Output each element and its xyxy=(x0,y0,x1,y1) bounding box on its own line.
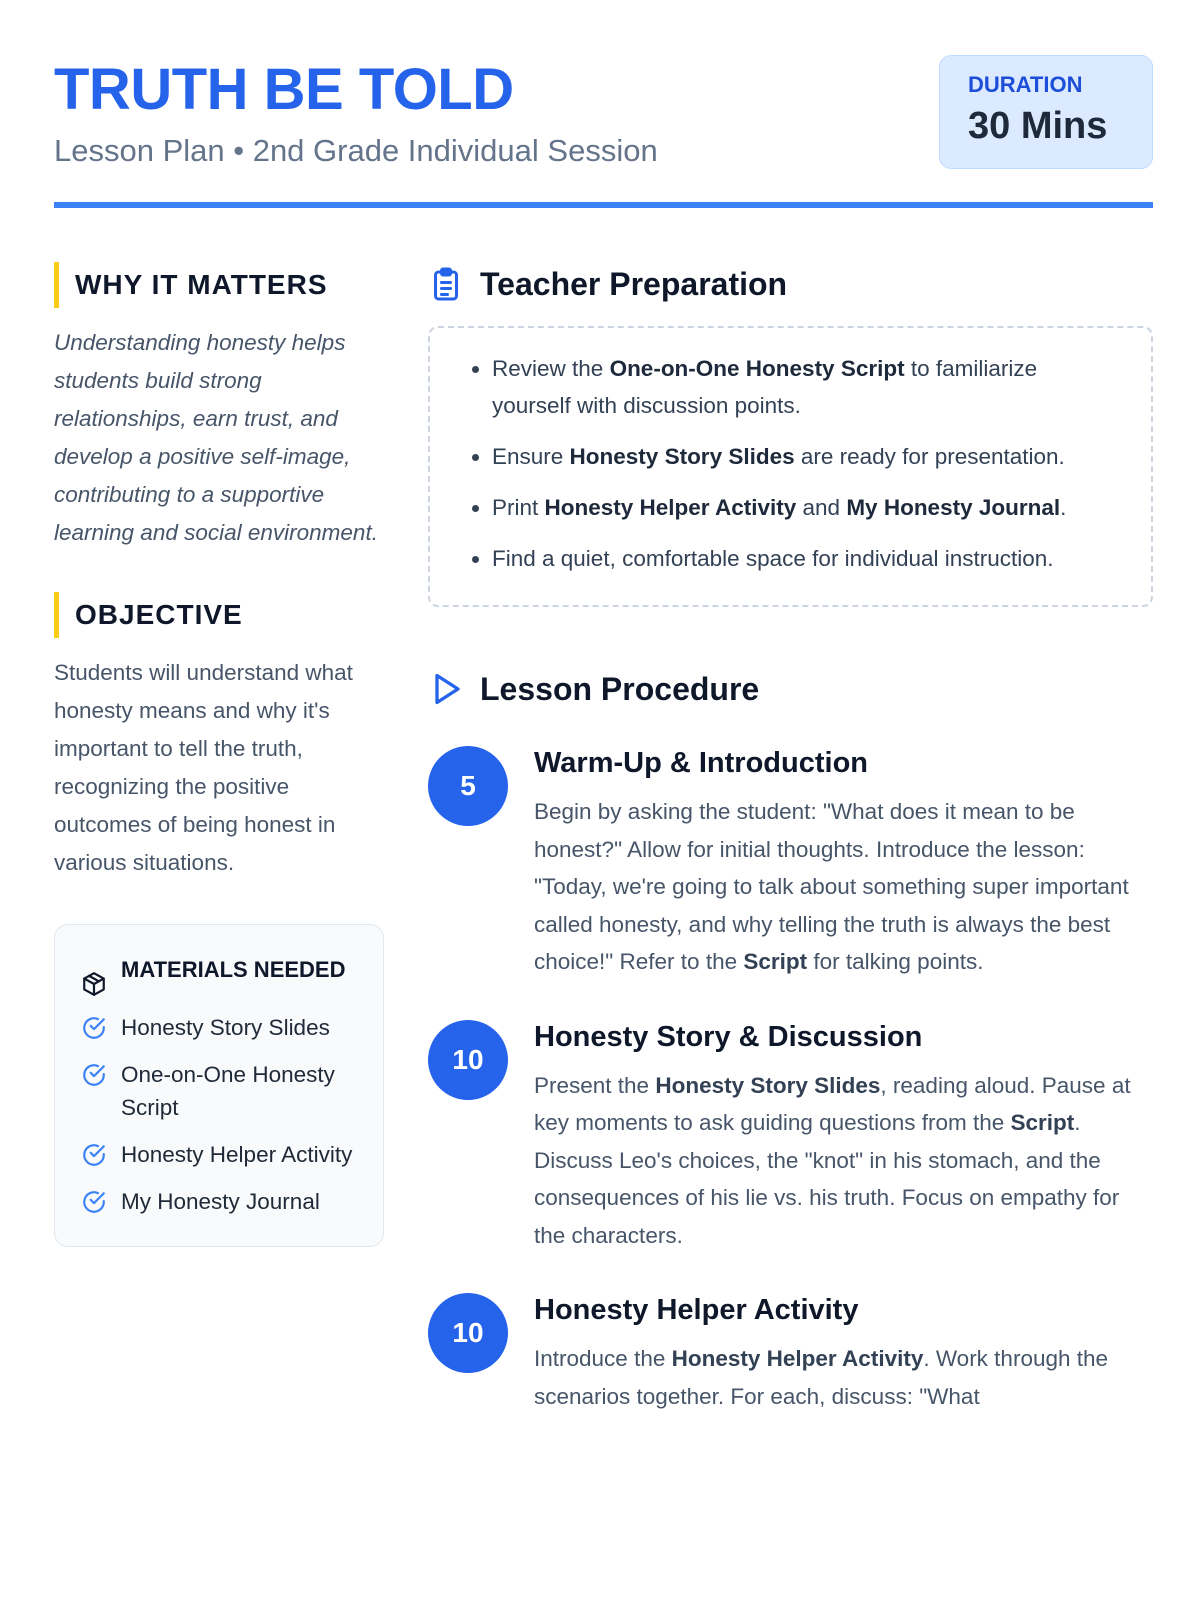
lesson-procedure-heading: Lesson Procedure xyxy=(480,670,760,707)
step-text: . Work through the scenarios together. For each, discuss: "What xyxy=(534,1346,1109,1409)
step-text: Begin by asking the student: "What does it mean to be honest?" Allow for initial thoughts. Introduce the lesson: "Today, we're going to talk about something super important called honesty, and why telling the truth is always the best choice!" Refer to the xyxy=(534,799,1129,974)
preparation-list xyxy=(460,350,1121,577)
materials-heading: MATERIALS NEEDED xyxy=(121,957,346,982)
teacher-preparation-header xyxy=(428,258,1153,310)
page-subtitle: Lesson Plan • 2nd Grade Individual Session xyxy=(54,133,658,168)
step-bold: Honesty Story Slides xyxy=(655,1072,881,1098)
procedure-step xyxy=(428,1017,1153,1255)
why-it-matters-heading: WHY IT MATTERS xyxy=(54,262,384,308)
preparation-bold: Honesty Story Slides xyxy=(569,444,795,469)
lesson-plan-page xyxy=(54,0,1153,1600)
step-text: , reading aloud. Pause at key moments to ask guiding questions from the xyxy=(534,1072,1131,1135)
left-column xyxy=(54,262,384,1247)
materials-item xyxy=(81,1058,359,1124)
materials-card xyxy=(54,924,384,1247)
page-title: TRUTH BE TOLD xyxy=(54,57,514,122)
right-column xyxy=(428,258,1153,1451)
materials-item xyxy=(81,1138,359,1171)
objective-heading: OBJECTIVE xyxy=(54,592,384,638)
step-text: Present the xyxy=(534,1072,656,1098)
preparation-bold: My Honesty Journal xyxy=(846,495,1061,520)
play-icon xyxy=(428,671,464,707)
teacher-preparation-heading: Teacher Preparation xyxy=(480,265,788,302)
step-description xyxy=(534,793,1153,981)
preparation-text: Review the xyxy=(492,356,610,381)
materials-header xyxy=(81,953,359,997)
step-text: Introduce the xyxy=(534,1346,672,1371)
materials-item xyxy=(81,1185,359,1218)
preparation-text: to familiarize yourself with discussion points. xyxy=(492,356,1038,418)
preparation-text: Print xyxy=(492,495,545,520)
preparation-text: and xyxy=(796,495,847,520)
lesson-procedure-section xyxy=(428,663,1153,1415)
step-text: . Discuss Leo's choices, the "knot" in his stomach, and the consequences of his lie vs. his truth. Focus on empathy for the characters. xyxy=(534,1110,1120,1248)
header-divider xyxy=(54,202,1153,208)
materials-item xyxy=(81,1011,359,1044)
check-circle-icon xyxy=(81,1189,107,1215)
step-minutes-badge: 10 xyxy=(428,1293,508,1373)
objective-section xyxy=(54,592,384,882)
box-icon xyxy=(81,971,107,997)
duration-value: 30 Mins xyxy=(968,105,1108,147)
step-description xyxy=(534,1067,1153,1255)
duration-badge xyxy=(939,55,1153,169)
step-bold: Script xyxy=(743,949,808,974)
preparation-bold: One-on-One Honesty Script xyxy=(609,356,905,381)
step-title: Warm-Up & Introduction xyxy=(534,747,868,779)
materials-item-label: My Honesty Journal xyxy=(121,1189,320,1214)
materials-item-label: Honesty Story Slides xyxy=(121,1015,330,1040)
preparation-item xyxy=(492,350,1121,424)
materials-list xyxy=(81,1011,359,1218)
procedure-steps xyxy=(428,743,1153,1415)
duration-label: DURATION xyxy=(968,72,1083,97)
preparation-bold: Honesty Helper Activity xyxy=(544,495,797,520)
materials-item-label: One-on-One Honesty Script xyxy=(121,1062,335,1120)
step-text: for talking points. xyxy=(807,949,984,974)
preparation-text: Ensure xyxy=(492,444,570,469)
step-description xyxy=(534,1340,1153,1415)
step-bold: Script xyxy=(1010,1110,1075,1135)
preparation-item xyxy=(492,489,1121,526)
preparation-text: are ready for presentation. xyxy=(794,444,1065,469)
procedure-step xyxy=(428,1290,1153,1415)
header xyxy=(54,55,1153,205)
step-minutes-badge: 10 xyxy=(428,1020,508,1100)
clipboard-icon xyxy=(428,266,464,302)
check-circle-icon xyxy=(81,1015,107,1041)
preparation-box xyxy=(428,326,1153,607)
materials-item-label: Honesty Helper Activity xyxy=(121,1142,353,1167)
check-circle-icon xyxy=(81,1142,107,1168)
preparation-text: . xyxy=(1060,495,1067,520)
preparation-text: Find a quiet, comfortable space for individual instruction. xyxy=(492,546,1054,571)
step-title: Honesty Helper Activity xyxy=(534,1294,859,1326)
step-minutes-badge: 5 xyxy=(428,746,508,826)
step-title: Honesty Story & Discussion xyxy=(534,1020,923,1053)
procedure-step xyxy=(428,743,1153,981)
why-it-matters-text: Understanding honesty helps students build strong relationships, earn trust, and develop a positive self-image, contributing to a supportive learning and social environment. xyxy=(54,330,378,545)
preparation-item xyxy=(492,540,1121,577)
objective-text: Students will understand what honesty means and why it's important to tell the truth, recognizing the positive outcomes of being honest in various situations. xyxy=(54,660,353,875)
preparation-item xyxy=(492,438,1121,475)
lesson-procedure-header xyxy=(428,663,1153,715)
check-circle-icon xyxy=(81,1062,107,1088)
step-bold: Honesty Helper Activity xyxy=(671,1346,924,1371)
